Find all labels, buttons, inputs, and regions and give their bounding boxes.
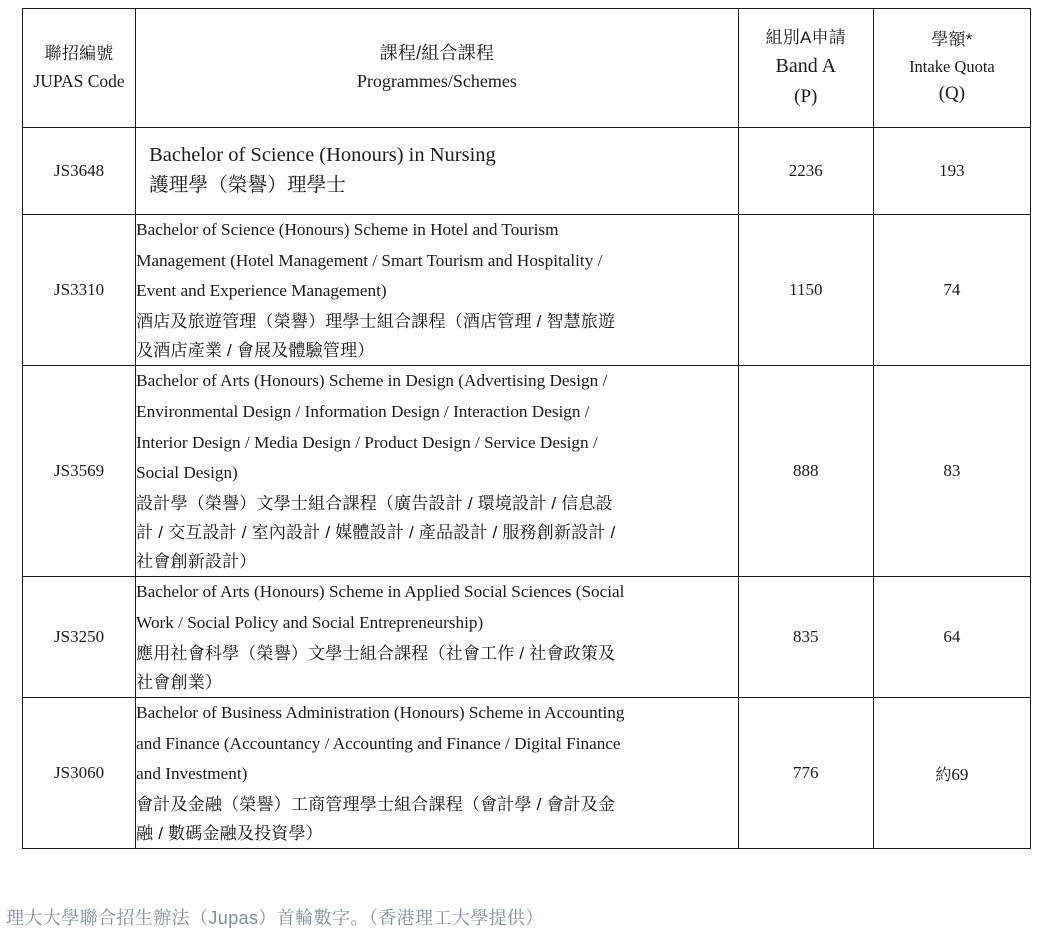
programme-zh-line: 社會創新設計） (136, 552, 257, 572)
header-band-a-symbol: (P) (794, 85, 818, 107)
programme-en-line: Interior Design / Media Design / Product Design / Service Design / (136, 432, 598, 452)
header-row (23, 9, 1031, 128)
cell-band-a-count: 1150 (738, 215, 873, 366)
table-row (23, 128, 1031, 215)
programme-en-line: Event and Experience Management) (136, 281, 387, 301)
header-code-en: JUPAS Code (33, 70, 125, 91)
quota-value: 193 (939, 161, 965, 180)
cell-intake-quota (873, 698, 1030, 849)
cell-band-a-count: 888 (738, 366, 873, 577)
cell-programme (136, 366, 739, 577)
header-band-a-zh: 組別A申請 (765, 27, 846, 47)
cell-programme (136, 128, 739, 215)
column-header-band-a (738, 9, 873, 128)
table-row (23, 366, 1031, 577)
quota-value: 69 (951, 764, 969, 784)
programme-en-line: Bachelor of Arts (Honours) Scheme in Applied Social Sciences (Social (136, 582, 625, 602)
programme-en-line: Management (Hotel Management / Smart Tourism and Hospitality / (136, 250, 603, 270)
programme-en-line: Bachelor of Business Administration (Honours) Scheme in Accounting (136, 703, 625, 723)
column-header-jupas-code (23, 9, 136, 128)
header-code-zh: 聯招編號 (44, 44, 114, 64)
cell-intake-quota (873, 366, 1030, 577)
cell-jupas-code: JS3648 (23, 128, 136, 215)
jupas-admissions-table (22, 8, 1031, 849)
figure-caption: 理大大學聯合招生辦法（Jupas）首輪數字。（香港理工大學提供） (6, 908, 544, 928)
programme-en-line: Bachelor of Arts (Honours) Scheme in Design (Advertising Design / (136, 371, 608, 391)
cell-band-a-count: 835 (738, 577, 873, 698)
column-header-programmes (136, 9, 739, 128)
programme-zh-line: 社會創業） (136, 672, 223, 692)
programme-zh-line: 及酒店產業 / 會展及體驗管理） (136, 341, 375, 361)
header-band-a-en: Band A (775, 54, 837, 77)
header-quota-symbol: (Q) (938, 83, 966, 105)
programme-en-line: and Finance (Accountancy / Accounting and Finance / Digital Finance (136, 733, 621, 753)
cell-jupas-code: JS3310 (23, 215, 136, 366)
programme-zh-line: 融 / 數碼金融及投資學） (136, 824, 323, 844)
programme-en-line: Bachelor of Science (Honours) Scheme in Hotel and Tourism (136, 220, 559, 239)
cell-intake-quota (873, 577, 1030, 698)
table-header (23, 9, 1031, 128)
programme-en-line: Environmental Design / Information Design / Interaction Design / (136, 401, 590, 421)
programme-en-line: Bachelor of Science (Honours) in Nursing (149, 144, 496, 166)
programme-zh-line: 護理學（榮譽）理學士 (149, 173, 347, 196)
programme-en-line: Work / Social Policy and Social Entrepreneurship) (136, 613, 484, 633)
header-quota-en: Intake Quota (909, 56, 995, 76)
header-quota-zh: 學額* (931, 30, 973, 50)
quota-value: 64 (943, 627, 961, 647)
programme-zh-line: 應用社會科學（榮譽）文學士組合課程（社會工作 / 社會政策及 (136, 643, 616, 663)
cell-intake-quota (873, 215, 1030, 366)
table-body (23, 128, 1031, 849)
cell-programme (136, 577, 739, 698)
table-row (23, 215, 1031, 366)
quota-value: 83 (943, 461, 961, 481)
programme-zh-line: 計 / 交互設計 / 室內設計 / 媒體設計 / 產品設計 / 服務創新設計 / (136, 522, 616, 542)
programme-zh-line: 設計學（榮譽）文學士組合課程（廣告設計 / 環境設計 / 信息設 (136, 493, 613, 513)
programme-en-line: and Investment) (136, 764, 248, 784)
cell-jupas-code: JS3250 (23, 577, 136, 698)
programme-zh-line: 會計及金融（榮譽）工商管理學士組合課程（會計學 / 會計及金 (136, 794, 616, 814)
cell-programme (136, 215, 739, 366)
table-row (23, 577, 1031, 698)
programme-zh-line: 酒店及旅遊管理（榮譽）理學士組合課程（酒店管理 / 智慧旅遊 (136, 311, 616, 331)
quota-approx-prefix: 約 (935, 766, 952, 784)
column-header-intake-quota (873, 9, 1030, 128)
table-row (23, 698, 1031, 849)
cell-programme (136, 698, 739, 849)
jupas-table-container (22, 8, 1031, 849)
cell-jupas-code: JS3569 (23, 366, 136, 577)
cell-jupas-code: JS3060 (23, 698, 136, 849)
cell-band-a-count: 2236 (738, 128, 873, 215)
cell-intake-quota (873, 128, 1030, 215)
header-programme-zh: 課程/組合課程 (379, 43, 495, 64)
cell-band-a-count: 776 (738, 698, 873, 849)
header-programme-en: Programmes/Schemes (356, 71, 517, 91)
quota-value: 74 (943, 280, 961, 300)
programme-en-line: Social Design) (136, 463, 238, 483)
